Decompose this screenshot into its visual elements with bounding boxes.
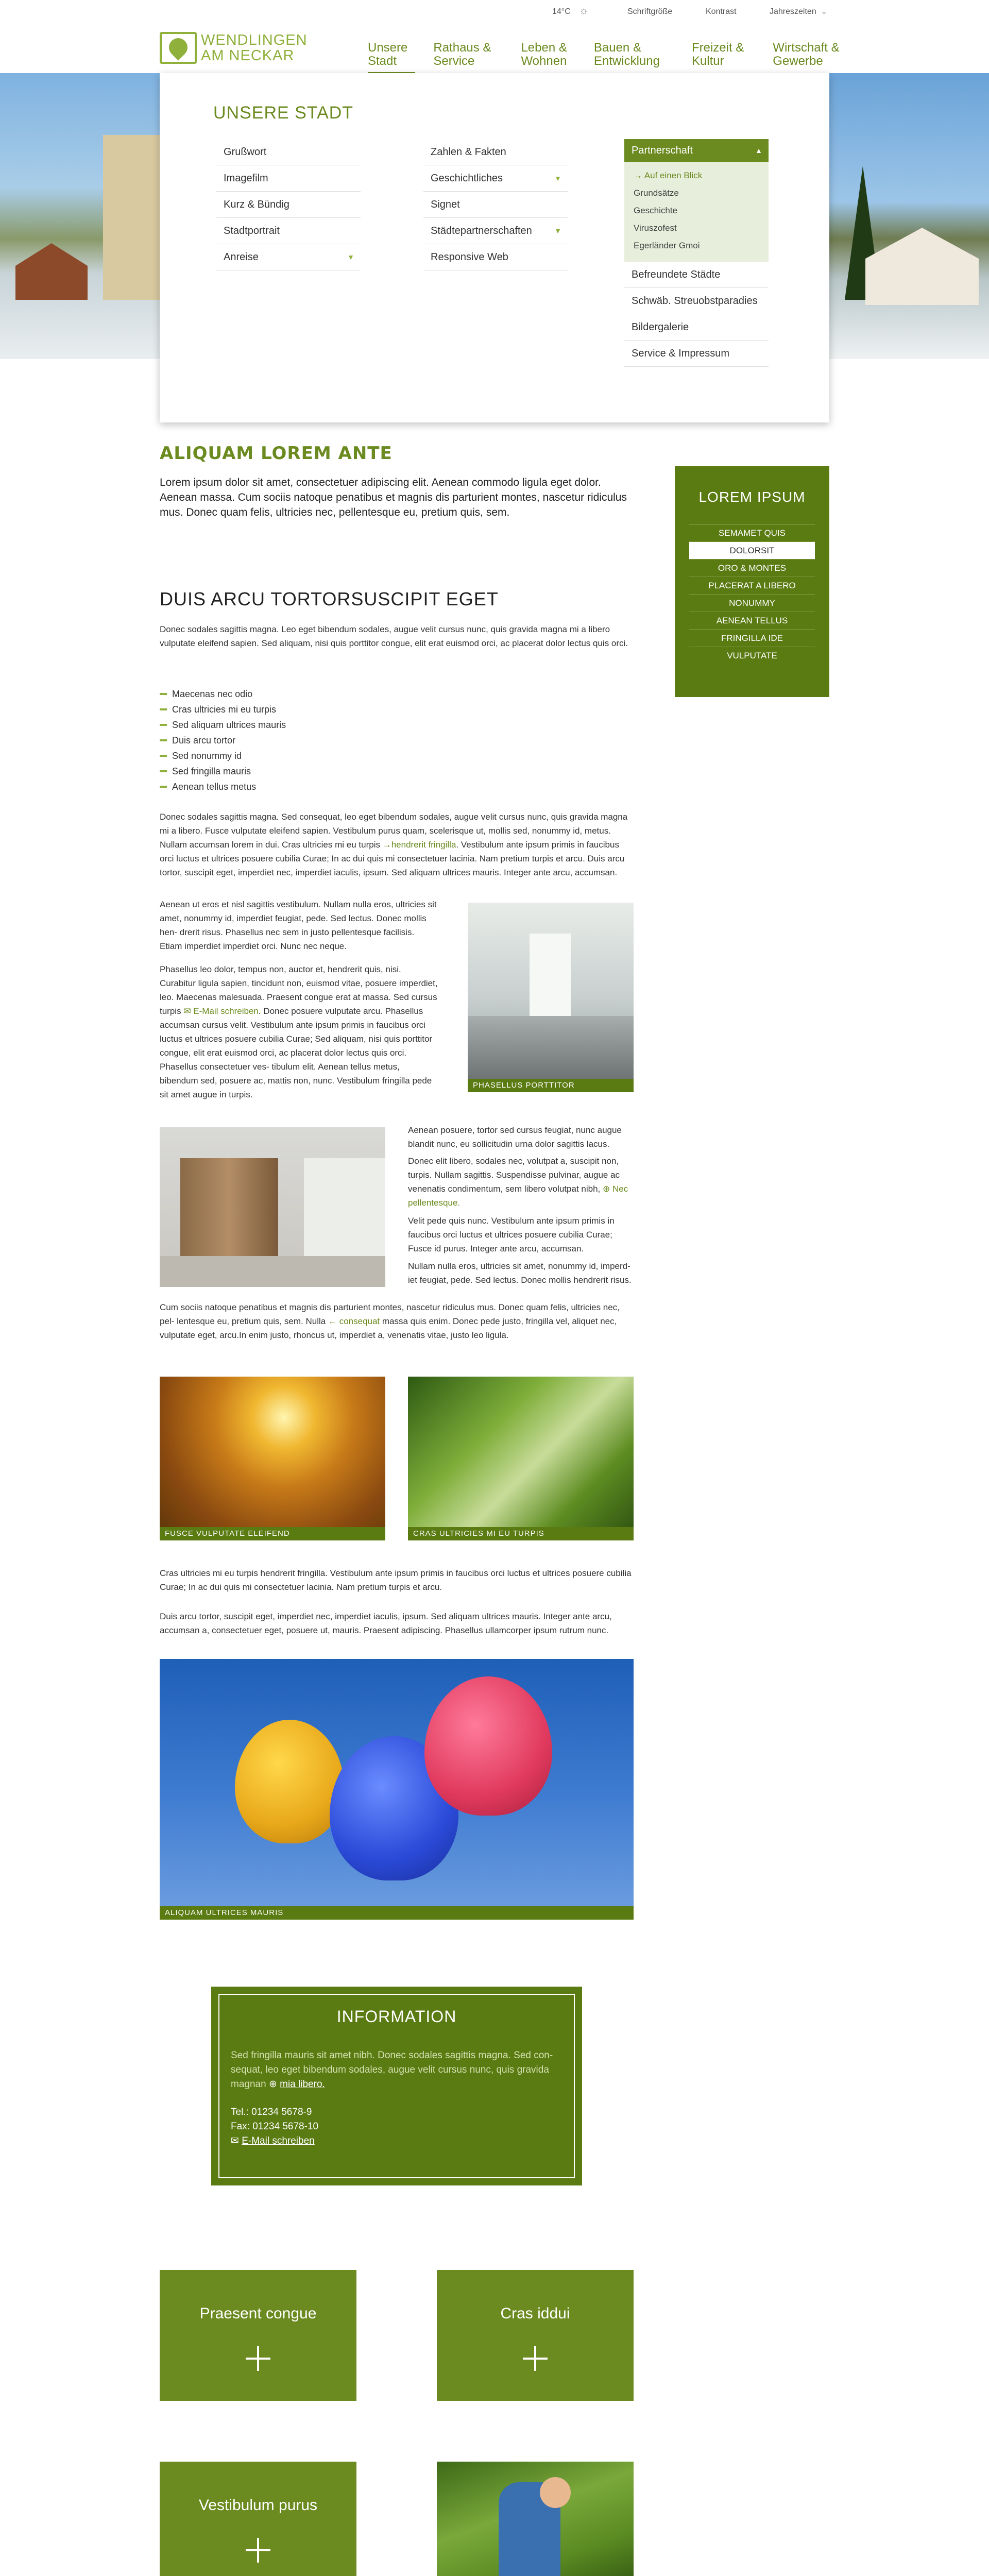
menu-item-service[interactable]: Service & Impressum <box>624 341 769 367</box>
contrast-link[interactable]: Kontrast <box>706 7 737 16</box>
hero-photo-right <box>829 73 989 359</box>
menu-item-signet[interactable]: Signet <box>423 192 568 218</box>
list-item: Duis arcu tortor <box>160 733 286 748</box>
paragraph: Donec sodales sagittis magna. Sed consequat, leo eget bibendum sodales, augue velit cursus nunc, quis gravida magna mi a libero. Fusce vulputate eleifend sapien. Vestibulum purus quam, scelerisque ut, mollis sed, nonummy id, metus. Nullam accumsan lorem in dui. Cras ultricies mi eu turpis →hendrerit fringilla. Vestibulum ante ipsum primis in faucibus orci luctus et ultrices posuere cubilia Curae; In ac dui quis mi consectetuer lacinia. Nam pretium turpis et arcu. Duis arcu tortor, suscipit eget, imperdiet nec, imperdiet iaculis, ipsum. Sed aliquam ultrices mauris. Integer ante arcu, accumsan. <box>160 812 628 877</box>
submenu-partnerschaft <box>624 162 769 262</box>
plus-icon <box>523 2346 548 2371</box>
sun-icon: ☼ <box>579 5 589 16</box>
paragraph: Cum sociis natoque penatibus et magnis dis parturient montes, nascetur ridiculus mus. Donec quam felis, ultricies nec, pel- lentesque eu, pretium quis, sem. Nulla ← consequat massa quis enim. Donec pede justo, fringilla vel, aliquet nec, vulputate eget, arcu.In enim justo, rhoncus ut, imperdiet a, venenatis vitae, justo leo ligula. <box>160 1302 620 1340</box>
submenu-item-auf-einen-blick[interactable]: → Auf einen Blick <box>634 171 703 180</box>
sidebar-link[interactable]: ORO & MONTES <box>689 560 815 577</box>
menu-item-responsive[interactable]: Responsive Web <box>423 244 568 270</box>
site-logo[interactable] <box>160 32 308 64</box>
autumn-image <box>160 1377 385 1540</box>
menu-item-bildergalerie[interactable]: Bildergalerie <box>624 314 769 341</box>
tile-praesent-congue[interactable]: Praesent congue <box>160 2270 356 2401</box>
sidebar-title: LOREM IPSUM <box>698 489 806 505</box>
tile-vestibulum-purus[interactable]: Vestibulum purus <box>160 2462 356 2576</box>
mega-col-3 <box>624 139 769 367</box>
corridor-image <box>468 903 634 1092</box>
info-tel: Tel.: 01234 5678-9 <box>231 2107 312 2117</box>
list-item: Sed nonummy id <box>160 748 286 764</box>
sidebar-link[interactable]: DOLORSIT <box>689 542 815 560</box>
caret-down-icon[interactable]: ▼ <box>347 253 354 261</box>
lead-text: Lorem ipsum dolor sit amet, consectetuer adipiscing elit. Aenean commodo ligula eget dolor. Aenean massa. Cum sociis natoque penatibus et magnis dis parturient montes, nascetur ridiculus mus. Donec quam felis, ultricies nec, pellentesque eu, pretium quis, sem. <box>160 477 627 518</box>
list-item: Sed fringilla mauris <box>160 764 286 779</box>
menu-item-imagefilm[interactable]: Imagefilm <box>216 165 361 192</box>
menu-item-anreise[interactable]: Anreise ▼ <box>216 244 361 270</box>
list-item: Sed aliquam ultrices mauris <box>160 717 286 733</box>
temperature: 14°C <box>552 7 571 16</box>
font-size-link[interactable]: Schriftgröße <box>627 7 673 16</box>
info-title: INFORMATION <box>336 2007 457 2026</box>
info-text: Sed fringilla mauris sit amet nibh. Donec sodales sagittis magna. Sed con- sequat, leo eget bibendum sodales, augue velit cursus nunc, quis gravida magnan ⊕ mia libero. <box>231 2050 553 2090</box>
tile-cras-iddui[interactable]: Cras iddui <box>437 2270 634 2401</box>
nav-item-wirtschaft[interactable]: Wirtschaft & Gewerbe <box>773 41 840 68</box>
list-item: Maecenas nec odio <box>160 686 286 702</box>
plus-icon <box>246 2538 270 2563</box>
submenu-item-egerlaender[interactable]: Egerländer Gmoi <box>634 241 700 250</box>
nav-item-leben[interactable]: Leben & Wohnen <box>521 41 567 68</box>
submenu-item-geschichte[interactable]: Geschichte <box>634 206 678 215</box>
paragraph: Donec elit libero, sodales nec, volutpat a, suscipit non, turpis. Nullam sagittis. Suspendisse pulvinar, augue ac venenatis condimentum, sem libero volutpat nibh, ⊕ Nec pellentesque. <box>408 1156 628 1208</box>
info-fax: Fax: 01234 5678-10 <box>231 2121 319 2132</box>
inline-link[interactable]: ← consequat <box>328 1316 380 1326</box>
logo-text: WENDLINGEN AM NECKAR <box>201 32 308 64</box>
sidebar-link[interactable]: NONUMMY <box>689 595 815 612</box>
menu-item-kurz[interactable]: Kurz & Bündig <box>216 192 361 218</box>
paragraph: Phasellus leo dolor, tempus non, auctor et, hendrerit quis, nisi. Curabitur ligula sapien, tincidunt non, euismod vitae, posuere imperdiet, leo. Maecenas malesuada. Praesent congue erat at massa. Sed cursus turpis ✉ E-Mail schreiben. Donec posuere vulputate arcu. Phasellus accumsan cursus velit. Vestibulum ante ipsum primis in faucibus orci luctus et ultrices posuere cubilia Curae; Sed aliquam, nisi quis porttitor congue, elit erat euismod orci, ac placerat dolor lectus quis orci. Phasellus consectetuer ves- tibulum elit. Aenean tellus metus, bibendum sed, posuere ac, mattis non, nunc. Vestibulum fringilla pede sit amet augue in turpis. <box>160 964 438 1099</box>
paragraph: Duis arcu tortor, suscipit eget, imperdiet nec, imperdiet iaculis, ipsum. Sed aliquam ultrices mauris. Integer ante arcu, accumsan a, consectetuer eget, posuere ut, mauris. Praesent adipiscing. Phasellus ullamcorper ipsum rutrum nunc. <box>160 1612 612 1635</box>
main-content <box>160 443 634 520</box>
sidebar-link[interactable]: SEMAMET QUIS <box>689 524 815 542</box>
list-item: Aenean tellus metus <box>160 779 286 794</box>
section-heading: DUIS ARCU TORTORSUSCIPIT EGET <box>160 588 499 609</box>
image-caption: ALIQUAM ULTRICES MAURIS <box>160 1906 634 1920</box>
paragraph: Cras ultricies mi eu turpis hendrerit fringilla. Vestibulum ante ipsum primis in faucibus orci luctus et ultrices posuere cubilia Curae; In ac dui quis mi consectetuer lacinia. Nam pretium turpis et arcu. <box>160 1568 632 1592</box>
sidebar-box <box>675 466 829 697</box>
sidebar-link[interactable]: VULPUTATE <box>727 651 777 660</box>
office-image <box>160 1127 385 1287</box>
hiker-image-tile[interactable] <box>437 2462 634 2576</box>
inline-link[interactable]: ⊕ Nec pellentesque. <box>408 1184 628 1208</box>
main-nav <box>368 41 840 68</box>
nav-item-rathaus[interactable]: Rathaus & Service <box>433 41 491 68</box>
menu-item-staedtepartnerschaften[interactable]: Städtepartnerschaften ▼ <box>423 218 568 244</box>
menu-item-partnerschaft[interactable]: Partnerschaft ▲ <box>624 139 769 162</box>
inline-link[interactable]: →hendrerit fringilla <box>382 840 456 850</box>
nav-item-unsere-stadt[interactable]: Unsere Stadt <box>368 41 408 68</box>
plus-icon <box>246 2346 270 2371</box>
nav-item-bauen[interactable]: Bauen & Entwicklung <box>593 41 660 68</box>
submenu-item-viruszofest[interactable]: Viruszofest <box>634 223 677 233</box>
caret-up-icon[interactable]: ▲ <box>755 146 762 155</box>
list-item: Cras ultricies mi eu turpis <box>160 702 286 717</box>
info-email[interactable]: ✉ E-Mail schreiben <box>231 2136 315 2146</box>
paragraph: Aenean ut eros et nisl sagittis vestibulum. Nullam nulla eros, ultricies sit amet, nonummy id, imperdiet feugiat, pede. Sed lectus. Donec mollis hen- drerit risus. Phasellus nec sem in justo pellentesque facilisis. Etiam imperdiet imperdiet orci. Nunc nec neque. <box>160 900 437 951</box>
mega-col-1 <box>216 139 361 270</box>
mega-menu <box>160 73 829 422</box>
grass-image <box>408 1377 634 1540</box>
menu-item-grusswort[interactable]: Grußwort <box>216 139 361 165</box>
paragraph: Aenean posuere, tortor sed cursus feugiat, nunc augue blandit nunc, eu sollicitudin urna dolor sagittis lacus. <box>408 1125 622 1149</box>
caret-down-icon[interactable]: ▼ <box>554 227 561 235</box>
caret-down-icon[interactable]: ▼ <box>554 174 561 182</box>
chevron-down-icon[interactable]: ⌄ <box>821 7 828 16</box>
sidebar-link[interactable]: FRINGILLA IDE <box>689 630 815 647</box>
intro-paragraph: Donec sodales sagittis magna. Leo eget bibendum sodales, augue velit cursus nunc, quis gravida magna mi a libero vulputate eleifend sapien. Sed aliquam, nisi quis porttitor congue, elit erat euismod orci, ac placerat dolor lectus quis orci. <box>160 624 628 648</box>
email-link[interactable]: ✉ E-Mail schreiben <box>183 1006 259 1016</box>
paragraph: Nullam nulla eros, ultricies sit amet, nonummy id, imperd- iet feugiat, pede. Sed lectus. Donec mollis hendrerit risus. <box>408 1261 632 1285</box>
logo-mark-icon <box>160 32 197 64</box>
menu-item-stadtportrait[interactable]: Stadtportrait <box>216 218 361 244</box>
sidebar-link[interactable]: AENEAN TELLUS <box>689 612 815 630</box>
hero-photo-left <box>0 73 160 359</box>
mega-menu-title: UNSERE STADT <box>213 103 354 123</box>
menu-item-befreundete[interactable]: Befreundete Städte <box>624 262 769 288</box>
menu-item-geschichtliches[interactable]: Geschichtliches ▼ <box>423 165 568 192</box>
nav-item-freizeit[interactable]: Freizeit & Kultur <box>691 41 744 68</box>
bullet-list <box>160 686 286 794</box>
site-header <box>0 24 989 73</box>
submenu-item-grundsaetze[interactable]: Grundsätze <box>634 188 679 198</box>
information-box <box>211 1987 582 2185</box>
season-dropdown[interactable]: Jahreszeiten <box>770 7 816 16</box>
menu-item-streuobst[interactable]: Schwäb. Streuobstparadies <box>624 288 769 314</box>
utility-bar <box>0 0 989 24</box>
image-caption: PHASELLUS PORTTITOR <box>468 1079 634 1092</box>
paragraph: Velit pede quis nunc. Vestibulum ante ipsum primis in faucibus orci luctus et ultrices posuere cubilia Curae; Fusce id purus. Integer ante arcu, accumsan. <box>408 1216 615 1253</box>
info-link[interactable]: ⊕ mia libero. <box>268 2079 325 2090</box>
balloons-image <box>160 1659 634 1920</box>
menu-item-zahlen[interactable]: Zahlen & Fakten <box>423 139 568 165</box>
image-caption: FUSCE VULPUTATE ELEIFEND <box>160 1527 385 1540</box>
image-caption: CRAS ULTRICIES MI EU TURPIS <box>408 1527 634 1540</box>
sidebar-link[interactable]: PLACERAT A LIBERO <box>689 577 815 595</box>
mega-col-2 <box>423 139 568 270</box>
page-title: ALIQUAM LOREM ANTE <box>160 443 393 464</box>
